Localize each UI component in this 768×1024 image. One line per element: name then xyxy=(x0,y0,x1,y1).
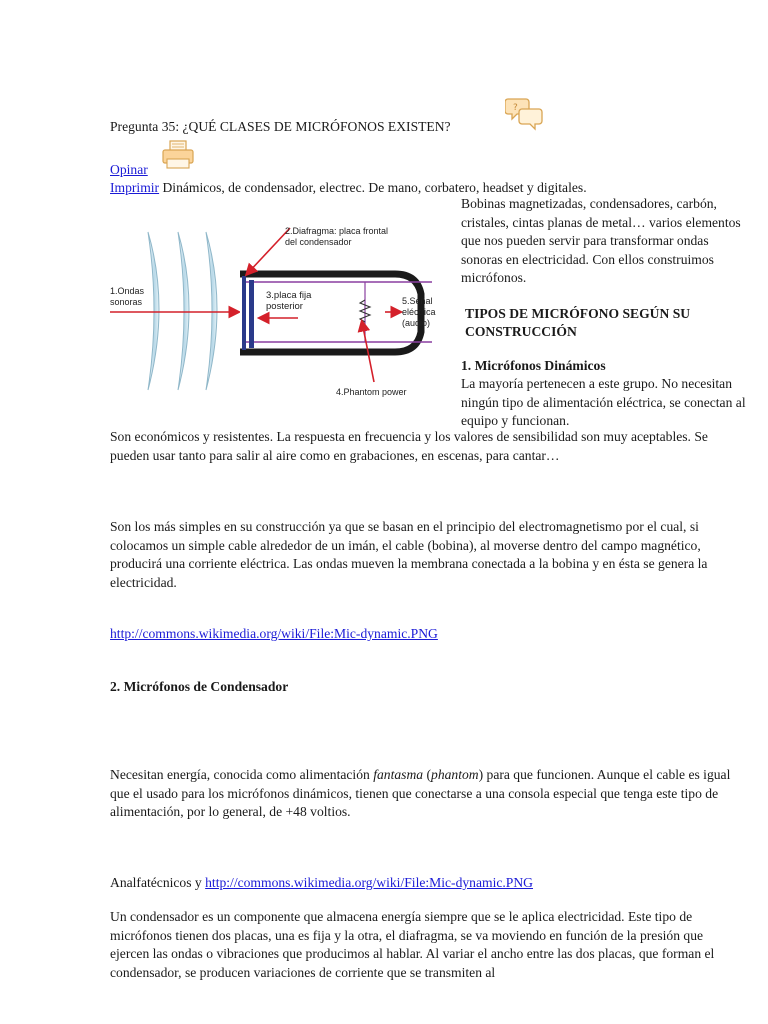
types-text: Dinámicos, de condensador, electrec. De mano, corbatero, headset y digitales. xyxy=(159,180,587,195)
diagram-label-diafragma-2: del condensador xyxy=(285,237,352,247)
diagram-label-ondas-2: sonoras xyxy=(110,297,143,307)
diagram-label-senal-3: (audio) xyxy=(402,318,431,328)
heading-condensador: 2. Micrófonos de Condensador xyxy=(110,679,289,694)
printer-icon[interactable] xyxy=(160,138,196,172)
right-column xyxy=(461,195,746,431)
heading-tipos: TIPOS DE MICRÓFONO SEGÚN SU CONSTRUCCIÓN xyxy=(465,305,691,339)
heading-dinamicos: 1. Micrófonos Dinámicos xyxy=(461,357,606,373)
wave-1 xyxy=(148,232,159,390)
diagram-label-phantom: 4.Phantom power xyxy=(336,387,407,397)
paragraph-economicos: Son económicos y resistentes. La respuesta en frecuencia y los valores de sensibilidad son muy aceptables. Se pueden usar tanto para salir al aire como en grabaciones, en escenas, para cantar… xyxy=(110,429,708,463)
wave-2 xyxy=(178,232,189,390)
paragraph-energia: Necesitan energía, conocida como alimentación fantasma (phantom) para que funcionen. Aunque el cable es igual que el usado para los micrófonos dinámicos, tienen que conectarse a una consola especial que tenga este tipo de alimentación, por lo general, de +48 voltios. xyxy=(110,767,731,819)
opinar-link[interactable]: Opinar xyxy=(110,162,148,177)
diagram-label-ondas-1: 1.Ondas xyxy=(110,286,145,296)
link-mic-dynamic-2[interactable]: http://commons.wikimedia.org/wiki/File:Mic-dynamic.PNG xyxy=(205,875,533,890)
paragraph-condensador: Un condensador es un componente que almacena energía siempre que se le aplica electricidad. Este tipo de micrófonos tienen dos placas, una es fija y la otra, el diafragma, se va moviendo en función de la presión que ejercen las ondas o vibraciones que producimos al hablar. Al variar el ancho entre las dos placas, que forman el condensador, se producen variaciones de corriente que se transmiten al xyxy=(110,909,715,980)
diagram-label-diafragma-1: 2.Diafragma: placa frontal xyxy=(285,226,389,236)
svg-text:?: ? xyxy=(513,103,518,113)
paragraph-simples: Son los más simples en su construcción ya que se basan en el principio del electromagnetismo por el cual, si colocamos un simple cable alrededor de un imán, el cable (bobina), al moverse dentro del campo magnético, producirá una corriente eléctrica. Las ondas mueven la membrana conectada a la bobina y en ésta se genera la electricidad. xyxy=(110,519,708,590)
diagram-label-placa-1: 3.placa fija xyxy=(266,290,312,301)
diagram-label-placa-2: posterior xyxy=(266,301,303,312)
comment-bubbles-icon[interactable] xyxy=(505,95,545,131)
imprimir-link[interactable]: Imprimir xyxy=(110,180,160,195)
diagram-label-senal-2: eléctrica xyxy=(402,307,436,317)
wave-3 xyxy=(206,232,217,390)
intro-text: Bobinas magnetizadas, condensadores, carbón, cristales, cintas planas de metal… varios elementos que nos pueden servir para transformar ondas sonoras en electricidad. Con ellos construimos micrófonos. xyxy=(461,196,741,285)
dinamicos-text: La mayoría pertenecen a este grupo. No necesitan ningún tipo de alimentación eléctrica, se conectan al equipo y funcionan. xyxy=(461,376,746,428)
paragraph-analfatecnicos: Analfatécnicos y http://commons.wikimedia.org/wiki/File:Mic-dynamic.PNG xyxy=(110,875,533,890)
diagram-label-senal-1: 5.Señal xyxy=(402,296,433,306)
condenser-mic-diagram xyxy=(110,212,440,410)
link-mic-dynamic[interactable]: http://commons.wikimedia.org/wiki/File:Mic-dynamic.PNG xyxy=(110,626,438,641)
capsule-body xyxy=(240,274,421,352)
question-title: Pregunta 35: ¿QUÉ CLASES DE MICRÓFONOS EXISTEN? xyxy=(110,119,451,134)
